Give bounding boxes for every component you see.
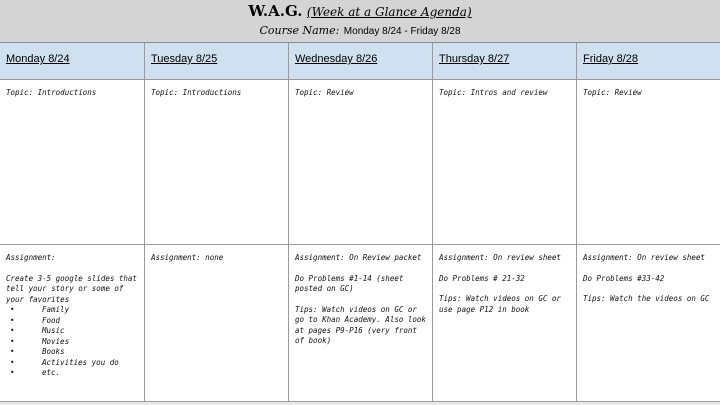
topic-cell [0, 80, 144, 245]
day-column-tuesday [145, 43, 289, 405]
favorites-list [10, 305, 140, 379]
day-label: Monday 8/24 [6, 53, 70, 65]
topic-cell [433, 80, 576, 245]
assignment-detail: Create 3-5 google slides that tell your story or some of your favorites [6, 273, 137, 304]
day-header [433, 43, 576, 80]
day-column-monday [0, 43, 145, 405]
assignment-text: Assignment: On Review packet [295, 253, 422, 262]
topic-text: Topic: Introductions [6, 88, 97, 97]
day-header [577, 43, 720, 80]
day-label: Thursday 8/27 [439, 53, 510, 65]
course-line [0, 22, 720, 40]
day-column-wednesday [289, 43, 433, 405]
assignment-cell [433, 245, 576, 401]
assignment-tips: Tips: Watch videos on GC or use page P12 in book [439, 294, 561, 314]
assignment-text: Assignment: On review sheet [583, 253, 705, 262]
day-label: Friday 8/28 [583, 53, 639, 65]
title-main: W.A.G. [248, 2, 303, 20]
topic-text: Topic: Review [295, 88, 354, 97]
agenda-title [0, 2, 720, 21]
assignment-tips: Tips: Watch videos on GC or go to Khan Academy. Also look at pages P9-P16 (very front of book) [295, 304, 426, 345]
list-item: • Music [10, 326, 140, 337]
course-label: Course Name: [259, 24, 340, 37]
day-header [145, 43, 288, 80]
day-column-thursday [433, 43, 577, 405]
topic-cell [145, 80, 288, 245]
topic-text: Topic: Introductions [151, 88, 242, 97]
list-item: • Movies [10, 337, 140, 348]
assignment-text: Assignment: [6, 253, 56, 262]
topic-text: Topic: Review [583, 88, 642, 97]
agenda-header [0, 0, 720, 43]
assignment-detail: Do Problems #1-14 (sheet posted on GC) [295, 273, 404, 293]
day-header [0, 43, 144, 80]
assignment-text: Assignment: none [151, 253, 224, 262]
day-header [289, 43, 432, 80]
list-item: • Family [10, 305, 140, 316]
day-label: Tuesday 8/25 [151, 53, 218, 65]
bottom-border [0, 401, 720, 405]
list-item: • etc. [10, 368, 140, 379]
assignment-tips: Tips: Watch the videos on GC [583, 294, 710, 303]
title-subtitle: (Week at a Glance Agenda) [306, 5, 472, 19]
course-value: Monday 8/24 - Friday 8/28 [343, 26, 461, 37]
assignment-cell [145, 245, 288, 401]
assignment-detail: Do Problems # 21-32 [439, 273, 525, 283]
topic-cell [577, 80, 720, 245]
assignment-text: Assignment: On review sheet [439, 253, 561, 262]
assignment-cell [0, 245, 144, 401]
list-item: • Books [10, 347, 140, 358]
list-item: • Food [10, 316, 140, 327]
assignment-cell [289, 245, 432, 401]
topic-text: Topic: Intros and review [439, 88, 548, 97]
week-grid [0, 43, 720, 405]
assignment-cell [577, 245, 720, 401]
day-label: Wednesday 8/26 [295, 53, 378, 65]
topic-cell [289, 80, 432, 245]
day-column-friday [577, 43, 720, 405]
list-item: • Activities you do [10, 358, 140, 369]
assignment-detail: Do Problems #33-42 [583, 273, 665, 283]
